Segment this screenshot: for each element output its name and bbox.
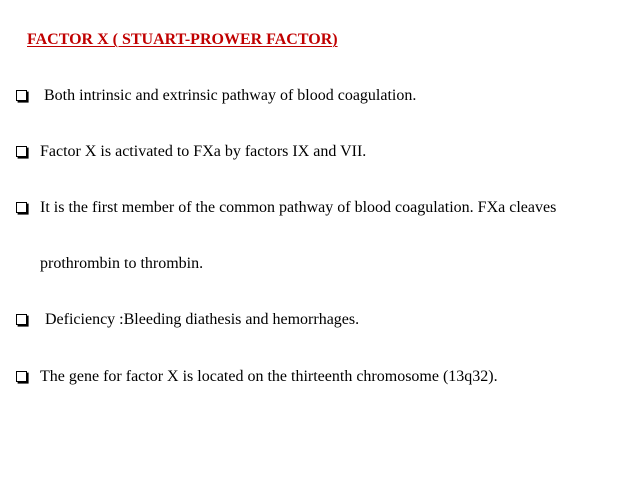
bullet-text: Deficiency :Bleeding diathesis and hemorrhages.: [45, 311, 360, 328]
checkbox-bullet-icon: [16, 314, 27, 325]
bullet-text: Factor X is activated to FXa by factors IX and VII.: [40, 143, 367, 160]
slide-title: FACTOR X ( STUART-PROWER FACTOR): [27, 31, 338, 48]
bullet-text: The gene for factor X is located on the thirteenth chromosome (13q32).: [40, 368, 498, 385]
bullet-text: Both intrinsic and extrinsic pathway of blood coagulation.: [44, 87, 417, 104]
checkbox-bullet-icon: [16, 202, 27, 213]
bullet-text: It is the first member of the common pathway of blood coagulation. FXa cleaves: [40, 199, 557, 216]
checkbox-bullet-icon: [16, 371, 27, 382]
bullet-continuation-text: prothrombin to thrombin.: [40, 255, 204, 272]
checkbox-bullet-icon: [16, 146, 27, 157]
checkbox-bullet-icon: [16, 90, 27, 101]
